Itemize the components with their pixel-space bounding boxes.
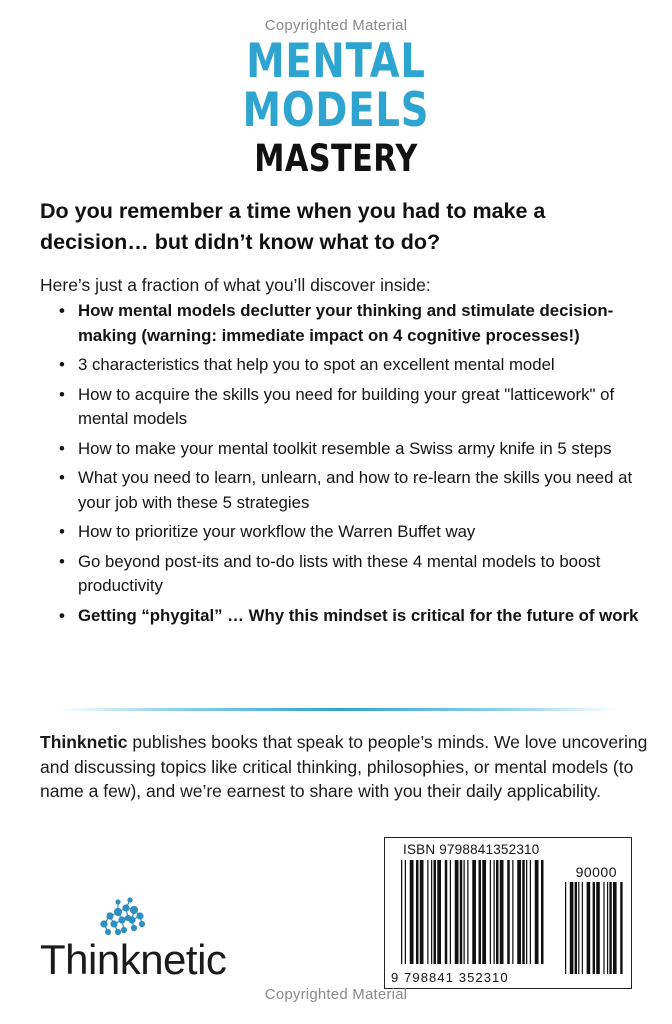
barcode-bar: [512, 860, 513, 964]
isbn-barcode: [384, 837, 632, 989]
feature-item: [40, 604, 640, 629]
barcode-bar: [517, 860, 521, 964]
publisher-blurb: [40, 730, 650, 804]
barcode-bar: [405, 860, 406, 964]
watermark-bottom: Copyrighted Material: [264, 986, 408, 1003]
barcode-addon-bar: [620, 882, 622, 974]
barcode-addon-bar: [613, 882, 617, 974]
barcode-bar: [479, 860, 482, 964]
hook-question: Do you remember a time when you had to make a decision… but didn’t know what to do?: [40, 199, 546, 254]
barcode-bar: [494, 860, 495, 964]
barcode-bar: [507, 860, 510, 964]
feature-text: Getting “phygital” … Why this mindset is critical for the future of work: [78, 605, 639, 625]
bullet-icon: •: [59, 384, 65, 404]
barcode-bar: [535, 860, 539, 964]
intro-text: Here’s just a fraction of what you’ll discover inside:: [40, 275, 431, 295]
bullet-icon: •: [59, 355, 65, 374]
publisher-brand: Thinknetic: [40, 732, 128, 752]
feature-item: [40, 520, 640, 545]
barcode-bar: [455, 860, 459, 964]
title-line-3: MASTERY: [254, 137, 418, 180]
feature-text: How to acquire the skills you need for building your great "latticework" of mental models: [78, 384, 615, 428]
barcode-bar: [482, 860, 486, 964]
barcode-bar: [445, 860, 448, 964]
bullet-icon: •: [59, 605, 65, 625]
barcode-addon-bar: [587, 882, 591, 974]
feature-text: 3 characteristics that help you to spot an excellent mental model: [78, 355, 555, 374]
barcode-addon-bar: [565, 882, 566, 974]
bullet-icon: •: [59, 438, 65, 458]
barcode-bar: [522, 860, 525, 964]
barcode-bar: [467, 860, 468, 964]
watermark-top: Copyrighted Material: [264, 17, 408, 34]
barcode-bar: [401, 860, 402, 964]
barcode-bar: [437, 860, 441, 964]
barcode-bar: [431, 860, 432, 964]
feature-text: How to make your mental toolkit resemble a Swiss army knife in 5 steps: [78, 438, 612, 458]
isbn-label: ISBN 9798841352310: [403, 842, 540, 857]
feature-text: What you need to learn, unlearn, and how to re-learn the skills you need at your job with these 5 strategies: [78, 468, 633, 512]
bullet-icon: •: [59, 522, 65, 541]
ean-digits: 9 798841 352310: [391, 970, 509, 985]
bullet-icon: •: [59, 551, 65, 571]
barcode-bar: [526, 860, 527, 964]
barcode-addon-bar: [582, 882, 583, 974]
barcode-bar: [420, 860, 424, 964]
barcode-bar: [450, 860, 451, 964]
feature-item: [40, 299, 640, 348]
barcode-bar: [464, 860, 465, 964]
barcode-addon-bar: [609, 882, 611, 974]
barcode-addon-bar: [593, 882, 595, 974]
barcode-bar: [427, 860, 428, 964]
price-code: 90000: [575, 864, 617, 880]
bullet-icon: •: [59, 301, 65, 320]
barcode-addon-bar: [575, 882, 577, 974]
title-line-1: MENTAL: [246, 34, 426, 89]
feature-text: How mental models declutter your thinking and stimulate decision-making (warning: immediate impact on 4 cognitive processes!): [78, 301, 614, 345]
feature-list: [40, 299, 640, 633]
barcode-bar: [500, 860, 504, 964]
publisher-logo-text: Thinknetic: [40, 936, 227, 983]
title-line-2: MODELS: [242, 83, 430, 138]
barcode-addon-bar: [578, 882, 579, 974]
barcode-bar: [472, 860, 476, 964]
barcode-bar: [530, 860, 531, 964]
barcode-bar: [434, 860, 437, 964]
feature-item: [40, 550, 640, 599]
feature-item: [40, 466, 640, 515]
feature-item: [40, 437, 640, 462]
barcode-bar: [541, 860, 544, 964]
publisher-description: publishes books that speak to people’s minds. We love uncovering and discussing topics like critical thinking, philosophies, or mental models (to name a few), and we’re earnest to share with you their daily applicability.: [40, 732, 648, 801]
feature-text: How to prioritize your workflow the Warren Buffet way: [78, 522, 476, 541]
barcode-bar: [496, 860, 499, 964]
barcode-addon-bar: [570, 882, 574, 974]
feature-text: Go beyond post-its and to-do lists with these 4 mental models to boost productivity: [78, 551, 601, 595]
barcode-addon-bar: [607, 882, 608, 974]
barcode-addon-bar: [596, 882, 600, 974]
section-divider: [58, 708, 618, 711]
barcode-addon-bar: [603, 882, 604, 974]
barcode-bar: [410, 860, 414, 964]
feature-item: [40, 383, 640, 432]
bullet-icon: •: [59, 468, 65, 487]
barcode-bar: [460, 860, 463, 964]
barcode-bar: [490, 860, 491, 964]
barcode-bars: [385, 838, 631, 988]
barcode-bar: [416, 860, 419, 964]
feature-item: [40, 353, 640, 378]
